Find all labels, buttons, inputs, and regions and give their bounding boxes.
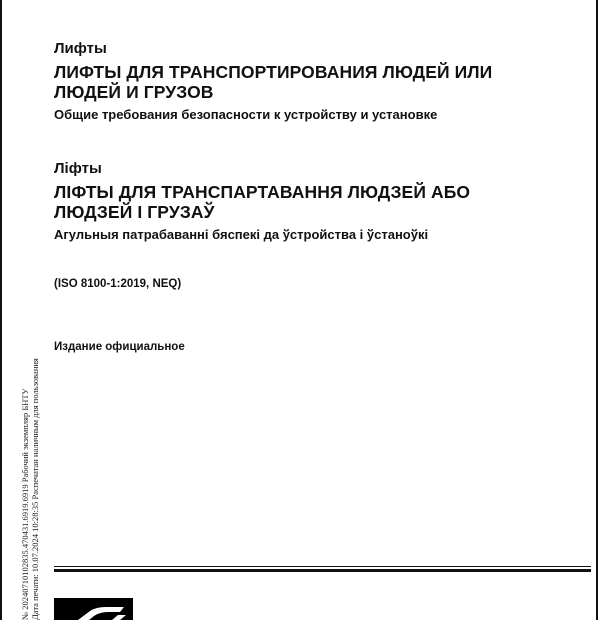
by-title-line1: ЛІФТЫ ДЛЯ ТРАНСПАРТАВАННЯ ЛЮДЗЕЙ АБО	[54, 182, 471, 202]
right-border	[596, 0, 598, 620]
ru-subtitle: Общие требования безопасности к устройству и установке	[54, 107, 438, 122]
by-title-line2: ЛЮДЗЕЙ І ГРУЗАЎ	[54, 202, 215, 222]
ru-title-line1: ЛИФТЫ ДЛЯ ТРАНСПОРТИРОВАНИЯ ЛЮДЕЙ ИЛИ	[54, 62, 493, 82]
sidebar-stamp	[20, 290, 42, 620]
russian-title-block	[54, 40, 574, 122]
by-pre-title: Ліфты	[54, 160, 102, 177]
standard-logo	[54, 598, 133, 620]
sidebar-line2: Дата печати: 10.07.2024 10:28:35 Распечатан наличным для пользования	[30, 358, 40, 620]
edition-label: Издание официальное	[54, 341, 185, 353]
ru-title-line2: ЛЮДЕЙ И ГРУЗОВ	[54, 82, 214, 102]
sidebar-line1: № 20240710102835.470431.6919.6919 Рабочий экземпляр БНТУ	[20, 388, 30, 620]
iso-reference: (ISO 8100-1:2019, NEQ)	[54, 278, 182, 290]
ru-pre-title: Лифты	[54, 40, 107, 57]
belarusian-title-block	[54, 160, 574, 242]
divider-thin	[54, 566, 591, 567]
by-subtitle: Агульныя патрабаванні бяспекі да ўстройства і ўстаноўкі	[54, 227, 429, 242]
divider-thick	[54, 569, 591, 572]
left-border	[0, 0, 2, 620]
logo-mark-icon	[54, 598, 133, 620]
